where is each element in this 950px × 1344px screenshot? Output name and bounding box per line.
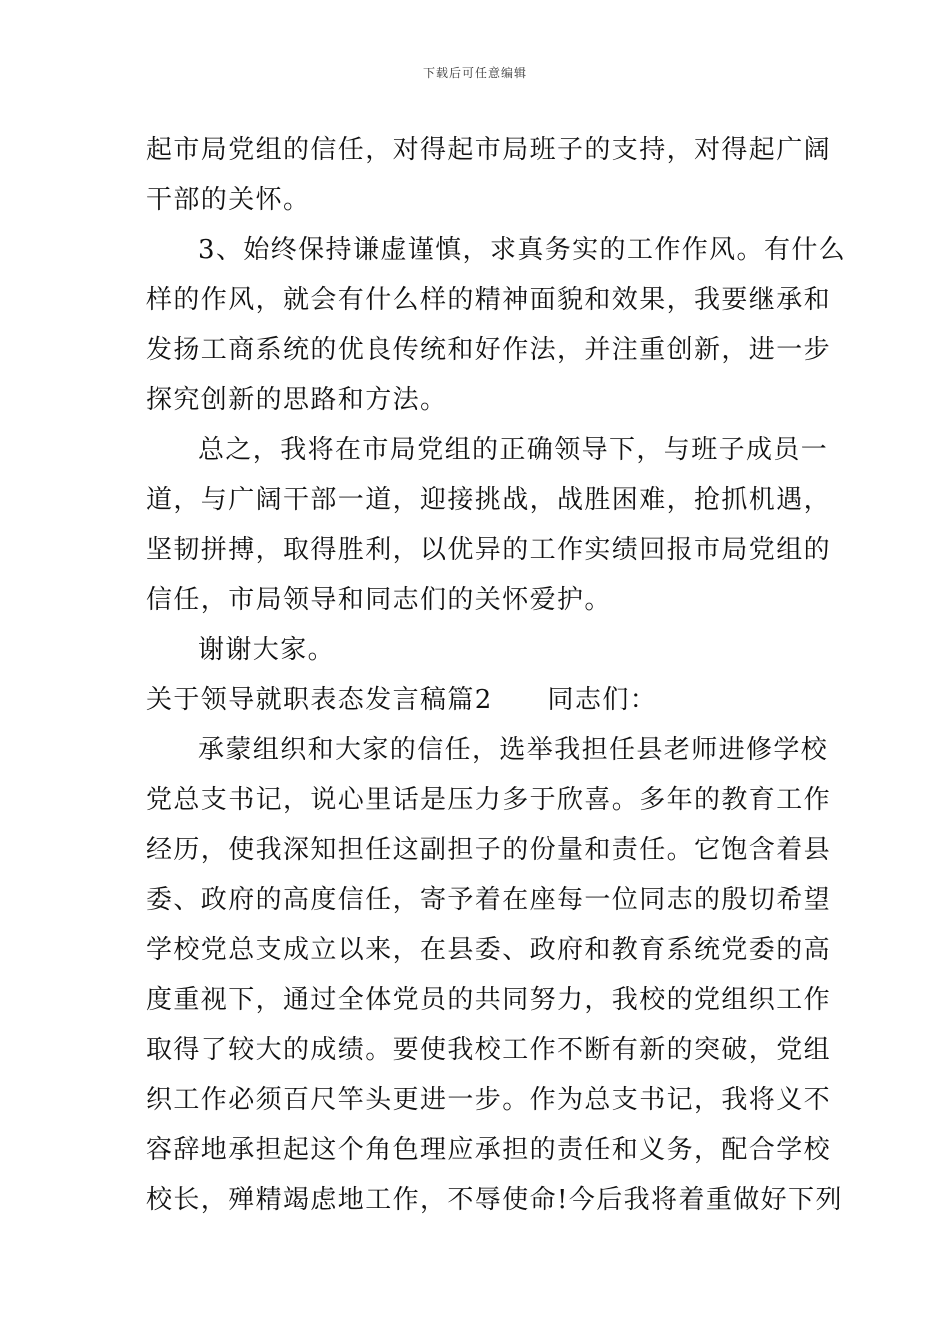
section-heading-line: 关于领导就职表态发言稿篇2 同志们：: [146, 685, 658, 715]
text-line: 信任，市局领导和同志们的关怀爱护。: [146, 585, 612, 615]
text-line: 样的作风，就会有什么样的精神面貌和效果，我要继承和: [146, 285, 832, 315]
text-line: 党总支书记，说心里话是压力多于欣喜。多年的教育工作: [146, 785, 832, 815]
text-line: 起市局党组的信任，对得起市局班子的支持，对得起广阔: [146, 135, 832, 165]
text-line: 校长，殚精竭虑地工作，不辱使命!今后我将着重做好下列: [146, 1185, 843, 1215]
text-line: 坚韧拼搏，取得胜利，以优异的工作实绩回报市局党组的: [146, 535, 832, 565]
text-line: 取得了较大的成绩。要使我校工作不断有新的突破，党组: [146, 1035, 832, 1065]
text-line: 委、政府的高度信任，寄予着在座每一位同志的殷切希望: [146, 885, 832, 915]
text-line: 容辞地承担起这个角色理应承担的责任和义务，配合学校: [146, 1135, 832, 1165]
text-line: 承蒙组织和大家的信任，选举我担任县老师进修学校: [198, 735, 829, 765]
text-line: 探究创新的思路和方法。: [146, 385, 448, 415]
text-line: 学校党总支成立以来，在县委、政府和教育系统党委的高: [146, 935, 832, 965]
text-line: 度重视下，通过全体党员的共同努力，我校的党组织工作: [146, 985, 832, 1015]
text-line: 干部的关怀。: [146, 185, 311, 215]
text-line: 经历，使我深知担任这副担子的份量和责任。它饱含着县: [146, 835, 832, 865]
text-line: 谢谢大家。: [198, 635, 336, 665]
text-line: 发扬工商系统的优良传统和好作法，并注重创新，进一步: [146, 335, 832, 365]
header-note: 下载后可任意编辑: [422, 66, 527, 80]
text-line: 总之，我将在市局党组的正确领导下，与班子成员一: [198, 435, 829, 465]
text-line: 道，与广阔干部一道，迎接挑战，战胜困难，抢抓机遇，: [146, 485, 832, 515]
text-line: 3、始终保持谦虚谨慎，求真务实的工作作风。有什么: [198, 235, 847, 265]
text-line: 织工作必须百尺竿头更进一步。作为总支书记，我将义不: [146, 1085, 832, 1115]
